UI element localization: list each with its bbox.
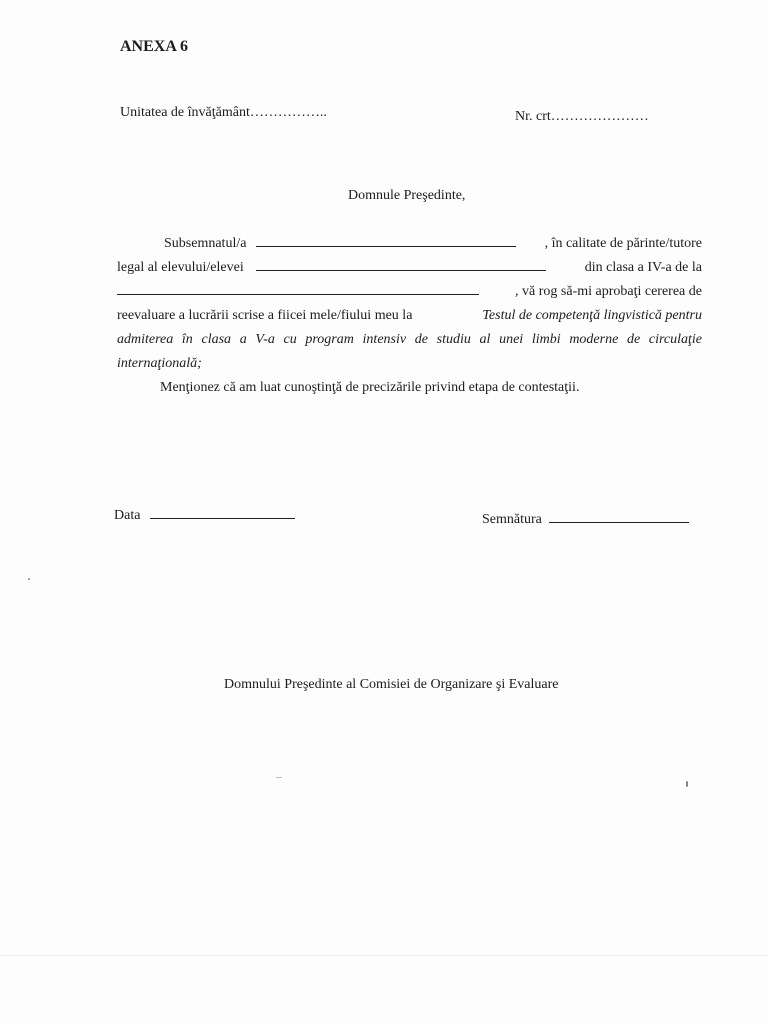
body-line-5: admiterea în clasa a V-a cu program intensiv de studiu al unei limbi moderne de circulaţie xyxy=(117,332,702,347)
request-body xyxy=(117,232,702,400)
unit-field xyxy=(120,105,327,121)
unit-dots: …………….. xyxy=(249,105,327,120)
school-blank xyxy=(117,280,479,295)
body-line-1-end: , în calitate de părinte/tutore xyxy=(544,236,702,251)
scan-edge-line xyxy=(0,955,768,956)
body-line-3 xyxy=(117,280,702,304)
scan-speck xyxy=(686,781,688,787)
date-blank xyxy=(150,504,295,519)
signature-blank xyxy=(549,508,689,523)
body-line-4-italic: Testul de competenţă lingvistică pentru xyxy=(482,308,702,323)
unit-label: Unitatea de învăţământ xyxy=(120,105,250,120)
body-line-4-text: reevaluare a lucrării scrise a fiicei mele/fiului meu la xyxy=(117,308,413,323)
body-line-1-start: Subsemnatul/a xyxy=(164,236,247,251)
nr-label: Nr. crt xyxy=(515,109,551,124)
date-field xyxy=(114,504,295,524)
body-line-1 xyxy=(117,232,702,256)
scan-speck xyxy=(28,578,30,580)
body-line-2-end: din clasa a IV-a de la xyxy=(584,260,702,275)
scan-speck xyxy=(276,777,282,778)
name-blank xyxy=(256,232,516,247)
nr-field xyxy=(515,109,649,125)
body-line-3-end: , vă rog să-mi aprobaţi cererea de xyxy=(515,284,702,299)
addressee: Domnului Preşedinte al Comisiei de Organizare şi Evaluare xyxy=(224,677,559,692)
student-blank xyxy=(256,256,546,271)
date-label: Data xyxy=(114,508,141,523)
body-line-2-start: legal al elevului/elevei xyxy=(117,260,244,275)
body-line-7: Menţionez că am luat cunoştinţă de precizările privind etapa de contestaţii. xyxy=(160,380,580,395)
signature-field xyxy=(482,508,689,528)
nr-dots: ………………… xyxy=(550,109,649,124)
annex-title: ANEXA 6 xyxy=(120,38,189,55)
body-line-2 xyxy=(117,256,702,280)
body-line-6: internaţională; xyxy=(117,356,202,371)
salutation: Domnule Preşedinte, xyxy=(348,188,466,203)
signature-label: Semnătura xyxy=(482,512,542,527)
body-line-4 xyxy=(117,304,702,328)
